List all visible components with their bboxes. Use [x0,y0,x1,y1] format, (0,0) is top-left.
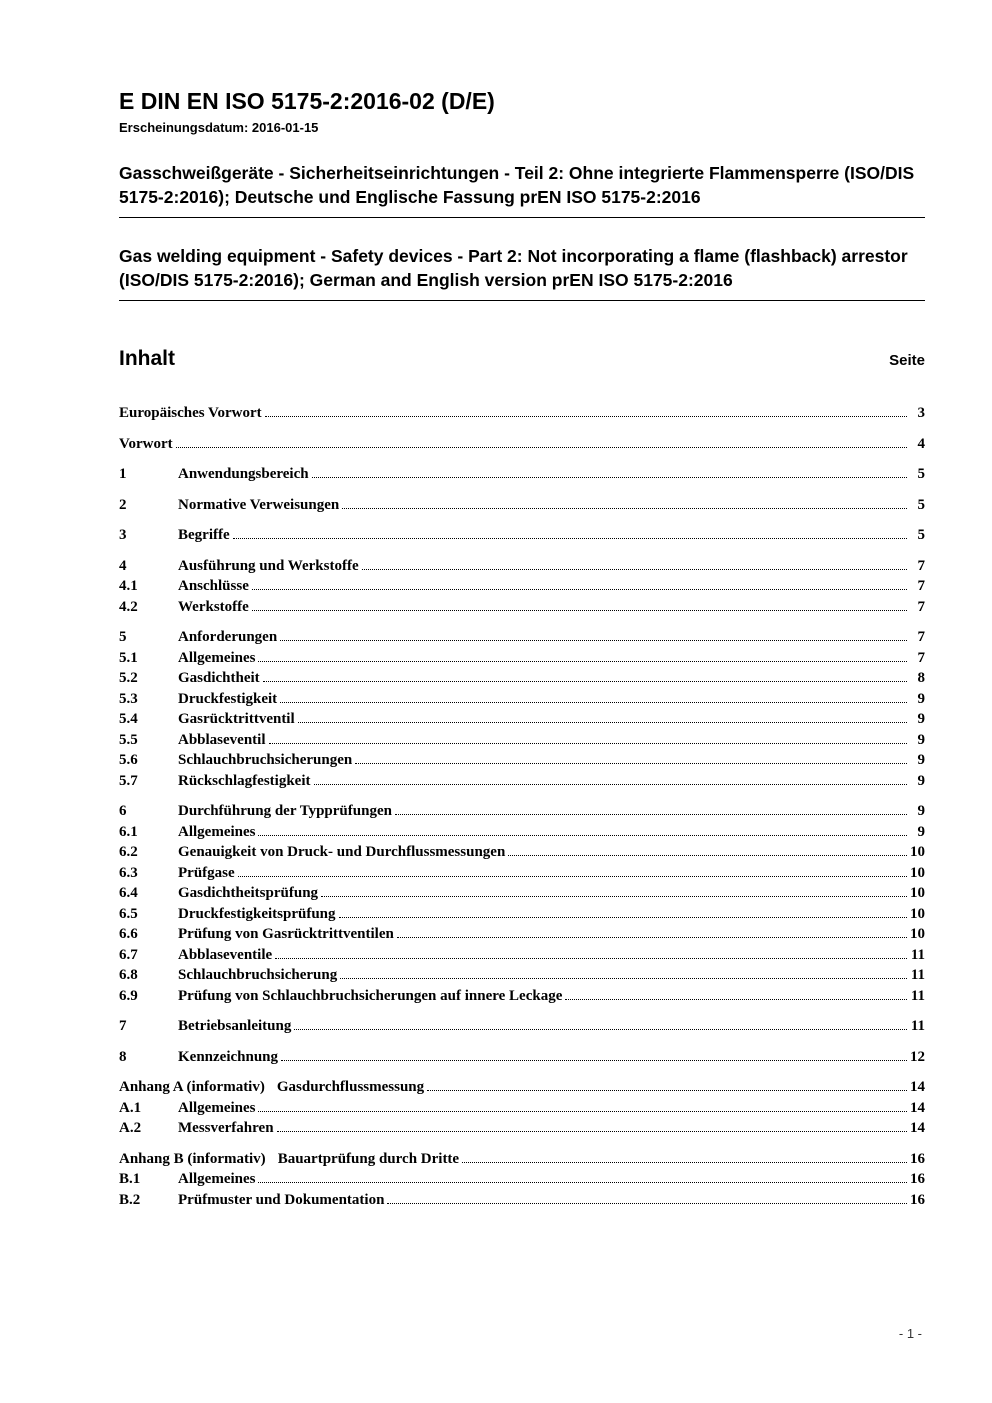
toc-entry [119,801,925,822]
toc-dot-leader [263,681,907,682]
toc-entry-page: 10 [910,885,925,902]
document-header [119,88,925,301]
divider-line [119,300,925,301]
toc-entry-title: Schlauchbruchsicherung [178,967,338,984]
toc-dot-leader [176,447,907,448]
toc-dot-leader [252,610,907,611]
toc-group [119,801,925,1006]
toc-entry [119,434,925,455]
toc-entry [119,1098,925,1119]
toc-entry [119,556,925,577]
toc-entry-page: 8 [917,670,925,687]
toc-entry-page: 9 [917,711,925,728]
toc-entry-page: 5 [917,466,925,483]
toc-dot-leader [265,416,907,417]
toc-entry-page: 9 [917,690,925,707]
toc-dot-leader [339,917,907,918]
toc-group [119,1047,925,1068]
toc-dot-leader [280,640,907,641]
toc-entry-title: Druckfestigkeit [178,690,278,707]
toc-group [119,556,925,618]
toc-entry-page: 9 [917,823,925,840]
toc-entry-page: 9 [917,803,925,820]
toc-entry-page: 10 [910,926,925,943]
toc-entry-title: Gasdichtheitsprüfung [178,885,319,902]
toc-entry-title: Bauartprüfung durch Dritte [277,1150,460,1167]
toc-heading: Inhalt [119,347,175,371]
toc-entry-title: Allgemeines [178,823,256,840]
toc-entry-page: 10 [910,844,925,861]
toc-entry [119,1149,925,1170]
toc-entry-page: 7 [917,557,925,574]
toc-entry-page: 16 [910,1171,925,1188]
toc-entry-page: 11 [910,987,925,1004]
toc-dot-leader [275,958,907,959]
toc-entry-number: B.1 [119,1171,141,1188]
toc-entry-title: Ausführung und Werkstoffe [178,557,359,574]
toc-entry-page: 5 [917,527,925,544]
toc-entry-title: Prüfung von Gasrücktrittventilen [178,926,394,943]
document-title: E DIN EN ISO 5175-2:2016-02 (D/E) [119,88,495,114]
toc-dot-leader [427,1090,907,1091]
toc-group [119,464,925,485]
toc-entry-number: B.2 [119,1191,141,1208]
toc-entry-title: Anforderungen [178,629,278,646]
toc-entry-page: 5 [917,496,925,513]
toc-group [119,495,925,516]
toc-entry [119,965,925,986]
toc-entry-number: 6 [119,803,127,820]
toc-entry-page: 10 [910,864,925,881]
toc-entry-page: 7 [917,629,925,646]
toc-entry-title: Prüfmuster und Dokumentation [178,1191,385,1208]
toc-entry-number: 6.6 [119,926,138,943]
toc-entry-title: Vorwort [119,435,173,452]
toc-dot-leader [233,538,907,539]
toc-entry [119,986,925,1007]
title-english: Gas welding equipment - Safety devices - Part 2: Not incorporating a flame (flashback) arrestor (ISO/DIS 5175-2:2016); German and English version prEN ISO 5175-2:2016 [119,246,908,291]
toc-dot-leader [252,589,907,590]
toc-entry [119,495,925,516]
toc-entry-number: 5.1 [119,649,138,666]
toc-entry-page: 7 [917,578,925,595]
toc-dot-leader [258,1182,907,1183]
toc-entry-number: 5.2 [119,670,138,687]
toc-dot-leader [238,876,907,877]
toc-entry-number: 6.5 [119,905,138,922]
toc-list [119,403,925,1210]
toc-entry [119,648,925,669]
toc-entry-page: 7 [917,598,925,615]
toc-entry-page: 14 [910,1079,925,1096]
toc-entry [119,668,925,689]
toc-entry-page: 10 [910,905,925,922]
toc-entry-number: 8 [119,1048,127,1065]
toc-dot-leader [355,763,907,764]
toc-dot-leader [258,835,907,836]
toc-dot-leader [387,1203,907,1204]
toc-dot-leader [395,814,907,815]
toc-entry-title: Gasrücktrittventil [178,711,295,728]
toc-entry-page: 11 [910,1018,925,1035]
toc-entry [119,576,925,597]
toc-entry [119,842,925,863]
toc-page-column-label: Seite [889,352,925,370]
toc-group [119,1077,925,1139]
toc-entry [119,822,925,843]
toc-entry-number: Anhang B (informativ) [119,1150,266,1167]
toc-entry-page: 9 [917,752,925,769]
toc-entry-title: Abblaseventil [178,731,266,748]
toc-entry [119,1077,925,1098]
toc-entry [119,924,925,945]
publication-date: Erscheinungsdatum: 2016-01-15 [119,120,319,136]
toc-dot-leader [312,477,907,478]
toc-entry-title: Allgemeines [178,649,256,666]
toc-entry [119,627,925,648]
toc-entry-page: 16 [910,1150,925,1167]
toc-entry-title: Abblaseventile [178,946,273,963]
toc-entry [119,464,925,485]
toc-entry-number: 6.9 [119,987,138,1004]
toc-entry-number: 7 [119,1018,127,1035]
toc-entry-title: Betriebsanleitung [178,1018,292,1035]
toc-entry-title: Kennzeichnung [178,1048,279,1065]
toc-dot-leader [294,1029,907,1030]
toc-entry [119,597,925,618]
toc-dot-leader [397,937,907,938]
toc-dot-leader [281,1060,907,1061]
toc-group [119,403,925,424]
toc-dot-leader [269,743,907,744]
toc-entry-number: 1 [119,466,127,483]
toc-entry-number: 5 [119,629,127,646]
toc-entry-number: 5.5 [119,731,138,748]
toc-dot-leader [342,508,907,509]
toc-entry-title: Anschlüsse [178,578,249,595]
toc-entry-number: 5.6 [119,752,138,769]
toc-entry [119,771,925,792]
toc-entry-number: Anhang A (informativ) [119,1079,265,1096]
toc-entry-title: Gasdurchflussmessung [276,1079,425,1096]
toc-entry [119,863,925,884]
toc-dot-leader [565,999,907,1000]
toc-entry-page: 11 [910,946,925,963]
toc-entry-number: 5.7 [119,772,138,789]
toc-entry [119,730,925,751]
toc-entry-page: 16 [910,1191,925,1208]
toc-entry [119,904,925,925]
toc-entry-number: 6.7 [119,946,138,963]
toc-entry-title: Genauigkeit von Druck- und Durchflussmessungen [178,844,506,861]
toc-entry-number: 2 [119,496,127,513]
toc-entry-title: Allgemeines [178,1099,256,1116]
toc-entry-title: Gasdichtheit [178,670,260,687]
toc-entry-title: Anwendungsbereich [178,466,309,483]
toc-entry-title: Messverfahren [178,1120,274,1137]
toc-entry-page: 3 [917,405,925,422]
toc-dot-leader [340,978,907,979]
table-of-contents [119,347,925,1210]
toc-entry-page: 11 [910,967,925,984]
toc-entry-title: Allgemeines [178,1171,256,1188]
toc-entry [119,709,925,730]
toc-group [119,1149,925,1211]
toc-entry-number: 4.1 [119,578,138,595]
toc-group [119,525,925,546]
toc-entry [119,1169,925,1190]
toc-entry-title: Prüfung von Schlauchbruchsicherungen auf innere Leckage [178,987,563,1004]
toc-dot-leader [298,722,907,723]
toc-dot-leader [314,784,908,785]
toc-entry-number: 4.2 [119,598,138,615]
toc-entry-page: 14 [910,1120,925,1137]
toc-entry [119,1190,925,1211]
toc-entry-number: 6.8 [119,967,138,984]
toc-header [119,347,925,371]
toc-entry-number: 6.2 [119,844,138,861]
toc-entry-page: 9 [917,731,925,748]
toc-dot-leader [508,855,907,856]
toc-entry [119,750,925,771]
toc-entry-number: 6.3 [119,864,138,881]
toc-entry-title: Durchführung der Typprüfungen [178,803,392,820]
toc-entry-page: 14 [910,1099,925,1116]
toc-dot-leader [462,1162,907,1163]
toc-entry-page: 12 [910,1048,925,1065]
toc-dot-leader [258,1111,907,1112]
toc-entry-number: A.1 [119,1099,142,1116]
toc-entry-number: 5.3 [119,690,138,707]
toc-entry-title: Druckfestigkeitsprüfung [178,905,336,922]
toc-entry-title: Normative Verweisungen [178,496,340,513]
toc-dot-leader [258,661,907,662]
toc-entry-page: 9 [917,772,925,789]
toc-entry-number: 6.1 [119,823,138,840]
toc-entry-number: 4 [119,557,127,574]
toc-dot-leader [362,569,907,570]
toc-entry [119,525,925,546]
toc-entry-title: Schlauchbruchsicherungen [178,752,353,769]
toc-entry-title: Europäisches Vorwort [119,405,262,422]
toc-dot-leader [277,1131,907,1132]
toc-dot-leader [321,896,907,897]
toc-group [119,1016,925,1037]
toc-group [119,627,925,791]
toc-entry [119,883,925,904]
toc-entry-number: 3 [119,527,127,544]
page-number-footer: - 1 - [898,1326,922,1341]
toc-entry-number: A.2 [119,1120,142,1137]
title-german: Gasschweißgeräte - Sicherheitseinrichtungen - Teil 2: Ohne integrierte Flammensperre (ISO/DIS 5175-2:2016); Deutsche und Englische Fassung prEN ISO 5175-2:2016 [119,163,915,208]
toc-entry [119,1016,925,1037]
toc-entry-title: Werkstoffe [178,598,249,615]
toc-dot-leader [280,702,907,703]
toc-entry-number: 5.4 [119,711,138,728]
toc-entry [119,1118,925,1139]
toc-entry-page: 4 [917,435,925,452]
toc-entry [119,1047,925,1068]
toc-entry-page: 7 [917,649,925,666]
toc-entry-title: Prüfgase [178,864,235,881]
toc-group [119,434,925,455]
toc-entry [119,403,925,424]
toc-entry-title: Begriffe [178,527,230,544]
toc-entry [119,689,925,710]
toc-entry-title: Rückschlagfestigkeit [178,772,311,789]
toc-entry [119,945,925,966]
divider-line [119,217,925,218]
toc-entry-number: 6.4 [119,885,138,902]
